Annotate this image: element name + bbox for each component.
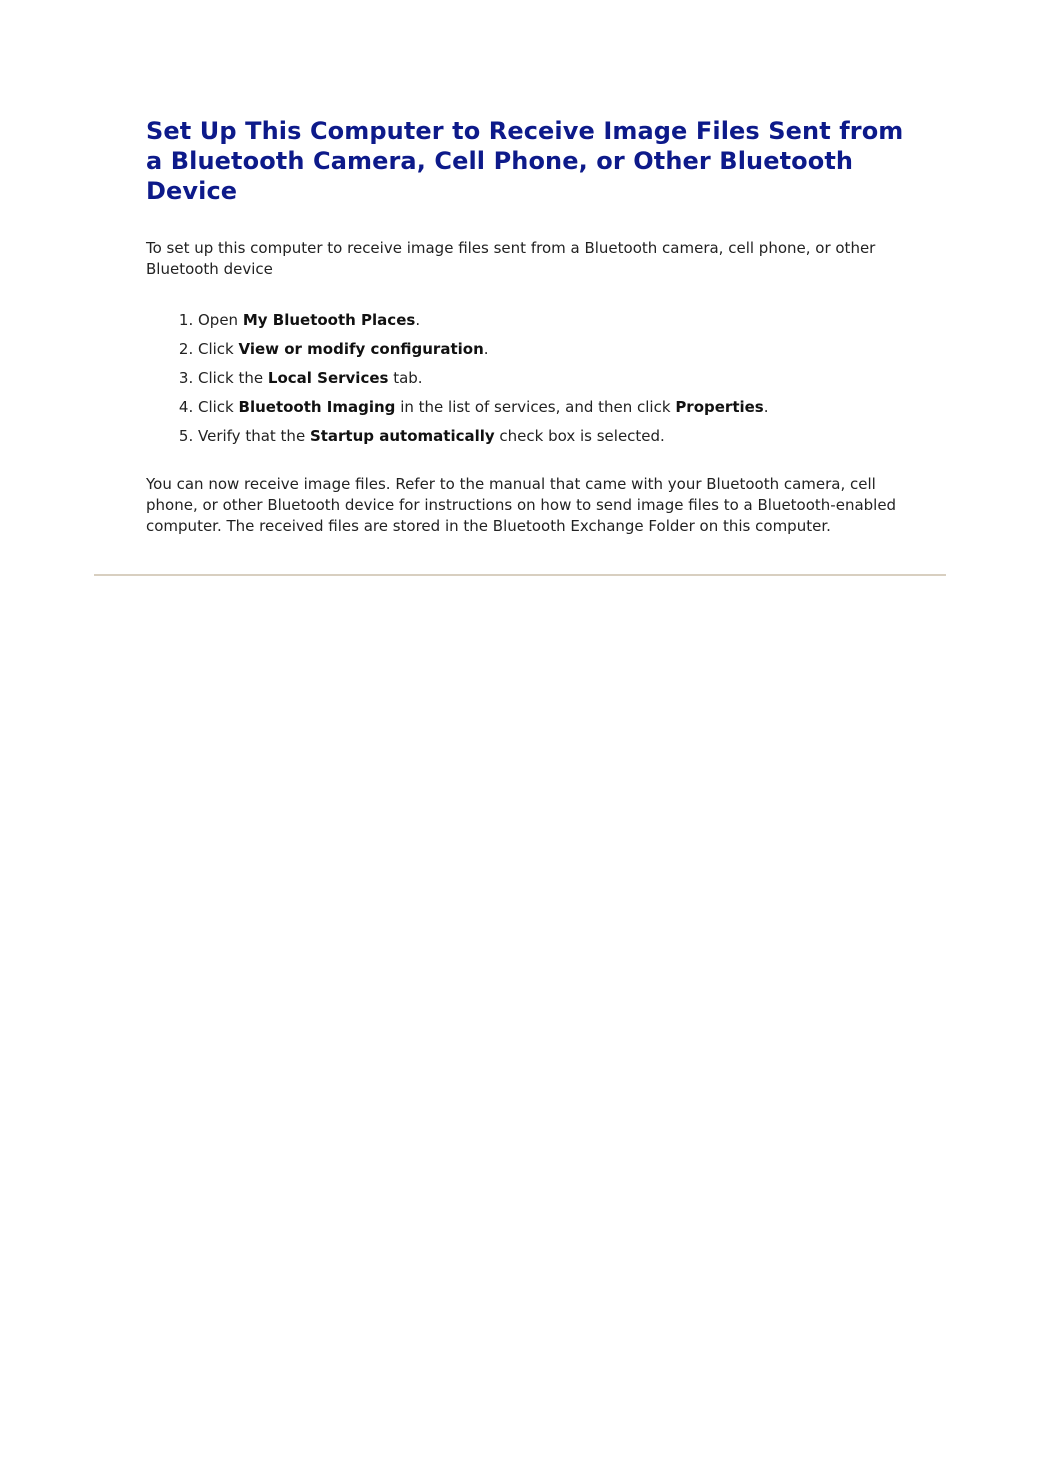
step-text: tab. (388, 369, 423, 387)
page-title: Set Up This Computer to Receive Image Files Sent from a Bluetooth Camera, Cell Phone, or Other Bluetooth Device (146, 117, 904, 205)
step-text: Click the (198, 369, 268, 387)
intro-paragraph: To set up this computer to receive image files sent from a Bluetooth camera, cell phone, or other Bluetooth device (146, 239, 876, 278)
step-bold-text: Bluetooth Imaging (238, 398, 396, 416)
list-item (198, 306, 906, 335)
step-bold-text: Properties (675, 398, 764, 416)
list-item (198, 422, 906, 451)
step-text: in the list of services, and then click (395, 398, 676, 416)
step-text: . (763, 398, 769, 416)
step-bold-text: My Bluetooth Places (242, 311, 416, 329)
step-text: check box is selected. (494, 427, 665, 445)
step-text: . (415, 311, 421, 329)
step-bold-text: View or modify configuration (238, 340, 484, 358)
step-bold-text: Local Services (267, 369, 389, 387)
step-text: Open (198, 311, 243, 329)
step-text: . (483, 340, 489, 358)
horizontal-divider (94, 574, 946, 576)
step-text: Verify that the (198, 427, 310, 445)
list-item (198, 364, 906, 393)
steps-list (146, 306, 906, 451)
step-text: Click (198, 398, 239, 416)
step-text: Click (198, 340, 239, 358)
list-item (198, 335, 906, 364)
list-item (198, 393, 906, 422)
document-body (146, 116, 906, 537)
step-bold-text: Startup automatically (309, 427, 495, 445)
outro-paragraph: You can now receive image files. Refer to the manual that came with your Bluetooth camera, cell phone, or other Bluetooth device for instructions on how to send image files to a Bluetooth-enabled computer. The received files are stored in the Bluetooth Exchange Folder on this computer. (146, 475, 897, 535)
